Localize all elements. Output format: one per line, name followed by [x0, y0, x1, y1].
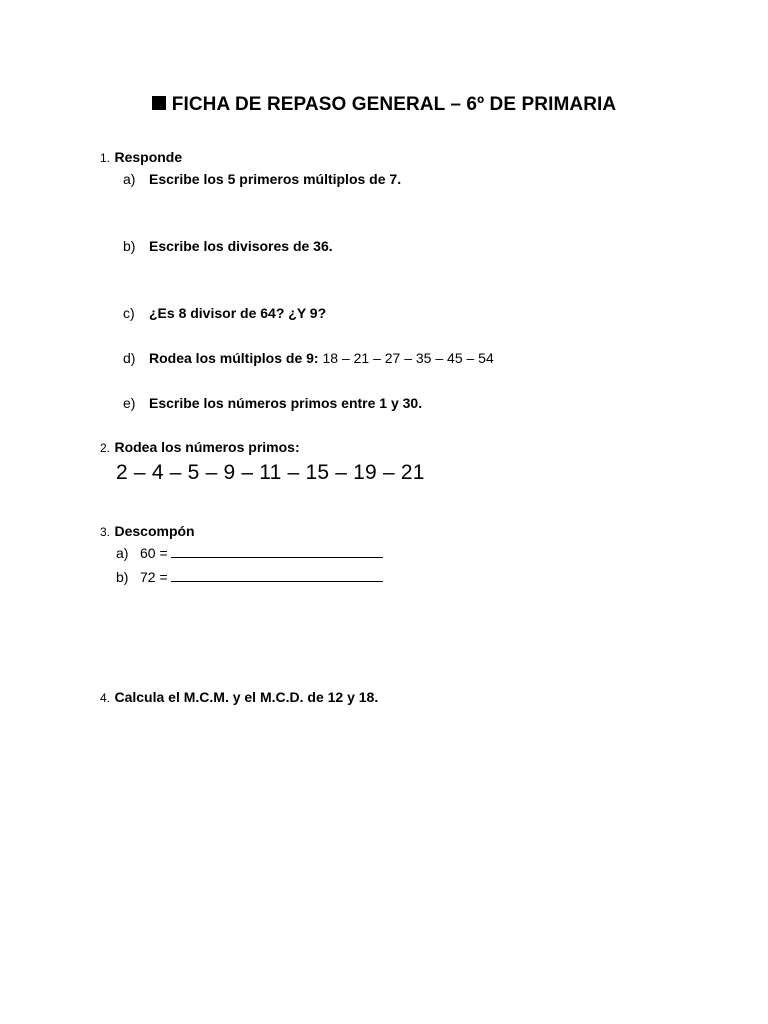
question-heading: Descompón — [114, 523, 195, 539]
item-text: Escribe los 5 primeros múltiplos de 7. — [149, 171, 402, 187]
question-number: 4. — [100, 691, 111, 705]
question-2-header — [100, 439, 300, 457]
answer-blank-line[interactable] — [171, 545, 383, 558]
item-text: 72 = — [140, 569, 168, 585]
question-4-header — [100, 689, 378, 707]
item-text: 60 = — [140, 545, 168, 561]
item-text: Escribe los divisores de 36. — [149, 238, 333, 254]
question-number: 2. — [100, 441, 111, 455]
question-1-header — [100, 149, 182, 167]
question-3-item-b — [116, 569, 383, 585]
prime-candidates-list: 2 – 4 – 5 – 9 – 11 – 15 – 19 – 21 — [116, 461, 425, 484]
question-3-header — [100, 523, 195, 541]
multiples-list: 18 – 21 – 27 – 35 – 45 – 54 — [322, 350, 494, 366]
item-letter: c) — [123, 305, 135, 321]
item-text: Rodea los múltiplos de 9: — [149, 350, 319, 366]
item-letter: e) — [123, 395, 136, 411]
question-number: 1. — [100, 151, 111, 165]
question-heading: Calcula el M.C.M. y el M.C.D. de 12 y 18. — [114, 689, 379, 705]
page-title — [0, 94, 768, 116]
question-1-item-e — [123, 395, 422, 411]
question-1-item-a — [123, 171, 401, 187]
question-number: 3. — [100, 525, 111, 539]
item-letter: b) — [116, 569, 129, 585]
item-letter: d) — [123, 350, 136, 366]
question-3-item-a — [116, 545, 383, 561]
item-letter: a) — [123, 171, 136, 187]
item-letter: a) — [116, 545, 129, 561]
question-heading: Rodea los números primos: — [114, 439, 300, 455]
page-title-text: FICHA DE REPASO GENERAL – 6º DE PRIMARIA — [171, 94, 617, 115]
item-text: ¿Es 8 divisor de 64? ¿Y 9? — [149, 305, 327, 321]
square-bullet-icon — [152, 96, 166, 110]
answer-blank-line[interactable] — [171, 569, 383, 582]
question-1-item-b — [123, 238, 333, 254]
item-letter: b) — [123, 238, 136, 254]
item-text: Escribe los números primos entre 1 y 30. — [149, 395, 423, 411]
question-1-item-d — [123, 350, 494, 366]
question-heading: Responde — [114, 149, 183, 165]
question-1-item-c — [123, 305, 326, 321]
